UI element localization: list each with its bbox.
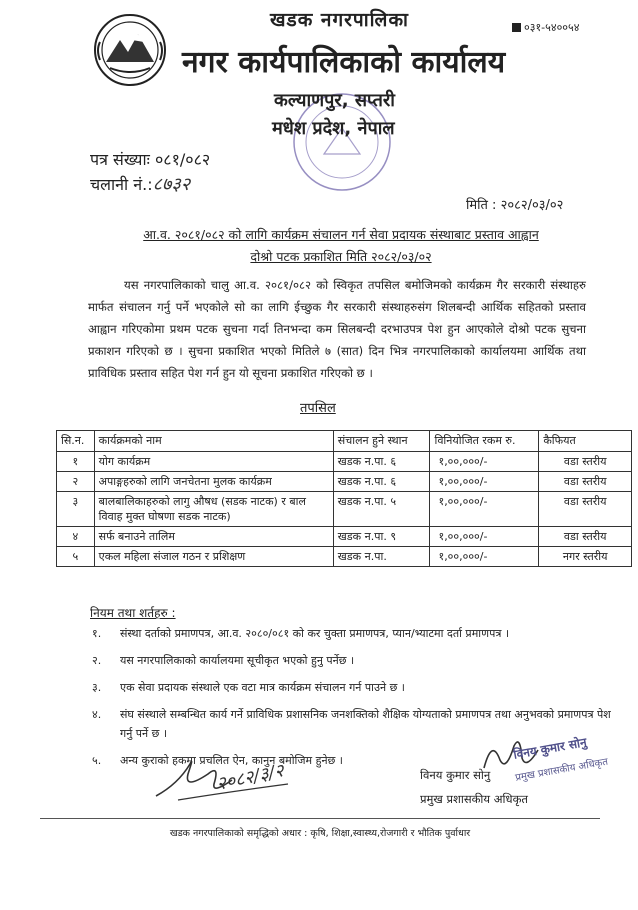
- rule-number: ४.: [92, 708, 102, 721]
- phone-number: [512, 20, 579, 35]
- column-header-place: संचालन हुने स्थान: [333, 431, 430, 452]
- svg-text:२०८२/३/२: २०८२/३/२: [214, 760, 286, 795]
- cell-sn: १: [57, 452, 95, 472]
- reference-number: [90, 148, 210, 170]
- column-header-amount: विनियोजित रकम रु.: [430, 431, 539, 452]
- rule-text: संघ संस्थाले सम्बन्धित कार्य गर्ने प्राविधिक प्रशासनिक जनशक्तिको शैक्षिक योग्यताको प्रमाणपत्र तथा अनुभवको प्रमाणपत्र पेश गर्नु पर्ने छ ।: [120, 708, 611, 740]
- cell-name: योग कार्यक्रम: [94, 452, 333, 472]
- table-row: [57, 472, 632, 492]
- footer-text: खडक नगरपालिकाको समृद्धिको अधार : कृषि, शिक्षा,स्वास्थ्य,रोजगारी र भौतिक पुर्वाधार: [169, 828, 471, 839]
- cell-sn: ३: [57, 492, 95, 527]
- cell-name: सर्फ बनाउने तालिम: [94, 527, 333, 547]
- reference-value: ०८१/०८२: [154, 150, 211, 169]
- cell-remarks: वडा स्तरीय: [539, 527, 632, 547]
- office-title: नगर कार्यपालिकाको कार्यालय: [182, 45, 506, 80]
- cell-place: खडक न.पा. ९: [333, 527, 430, 547]
- cell-amount: १,००,०००/-: [430, 452, 539, 472]
- reference-label: पत्र संख्याः: [90, 150, 150, 169]
- date-value: २०८२/०३/०२: [500, 198, 564, 213]
- rule-number: २.: [92, 654, 102, 667]
- cell-amount: १,००,०००/-: [430, 492, 539, 527]
- table-header-row: [57, 431, 632, 452]
- table-row: [57, 527, 632, 547]
- list-item: [92, 678, 624, 697]
- rule-number: ३.: [92, 681, 102, 694]
- dispatch-number: [90, 172, 190, 196]
- cell-amount: १,००,०००/-: [430, 472, 539, 492]
- cell-remarks: वडा स्तरीय: [539, 452, 632, 472]
- cell-name: अपाङ्गहरुको लागि जनचेतना मुलक कार्यक्रम: [94, 472, 333, 492]
- signatory-designation: प्रमुख प्रशासकीय अधिकृत: [420, 792, 528, 806]
- cell-sn: ५: [57, 547, 95, 567]
- cell-place: खडक न.पा. ६: [333, 472, 430, 492]
- nepal-emblem-icon: [92, 12, 168, 88]
- stamp-name: विनय कुमार सोनु: [512, 735, 588, 762]
- cell-name: एकल महिला संजाल गठन र प्रशिक्षण: [94, 547, 333, 567]
- rule-number: १.: [92, 627, 102, 640]
- cell-amount: १,००,०००/-: [430, 547, 539, 567]
- signatory-name: विनय कुमार सोनु: [420, 768, 491, 782]
- date-label: मिति :: [466, 198, 497, 213]
- cell-remarks: वडा स्तरीय: [539, 492, 632, 527]
- column-header-sn: सि.न.: [57, 431, 95, 452]
- table-row: [57, 547, 632, 567]
- notice-subtitle: दोश्रो पटक प्रकाशित मिति २०८२/०३/०२: [250, 249, 432, 264]
- column-header-name: कार्यक्रमको नाम: [94, 431, 333, 452]
- rule-text: एक सेवा प्रदायक संस्थाले एक वटा मात्र कार्यक्रम संचालन गर्न पाउने छ ।: [120, 681, 405, 694]
- municipality-name: खडक नगरपालिका: [270, 9, 409, 31]
- address-line-1: कल्याणपुर, सप्तरी: [274, 90, 395, 111]
- column-header-remarks: कैफियत: [539, 431, 632, 452]
- list-item: [92, 651, 624, 670]
- handwritten-signature-icon: [148, 744, 298, 808]
- cell-remarks: वडा स्तरीय: [539, 472, 632, 492]
- phone-icon: [512, 23, 521, 32]
- cell-remarks: नगर स्तरीय: [539, 547, 632, 567]
- rules-title: नियम तथा शर्तहरु :: [90, 606, 176, 620]
- address-line-2: मधेश प्रदेश, नेपाल: [272, 118, 395, 139]
- cell-sn: ४: [57, 527, 95, 547]
- program-table: [56, 430, 632, 567]
- rule-number: ५.: [92, 754, 102, 767]
- phone-value: ०३१-५४००५४: [524, 21, 580, 34]
- dispatch-value: ८७३२: [152, 174, 191, 195]
- table-heading: तपसिल: [300, 401, 336, 416]
- letter-date: [466, 195, 563, 213]
- rule-text: अन्य कुराको हकमा प्रचलित ऐन, कानुन बमोजिम हुनेछ ।: [120, 754, 343, 767]
- rule-text: यस नगरपालिकाको कार्यालयमा सूचीकृत भएको हुनु पर्नेछ ।: [120, 654, 355, 667]
- notice-body: यस नगरपालिकाको चालु आ.व. २०८१/०८२ को स्विकृत तपसिल बमोजिमको कार्यक्रम गैर सरकारी संस्थाहरु मार्फत संचालन गर्नु पर्ने भएकोले सो का लागि ईच्छुक गैर सरकारी संस्थाहरुसंग शिलबन्दी आर्थिक सहितको प्रस्ताव आह्वान गरिएकोमा प्रथम पटक सुचना गर्दा तिनभन्दा कम सिलबन्दी दरभाउपत्र पेश हुन आएकोले दोश्रो पटक सुचना प्रकाशन गरिएको छ । सुचना प्रकाशित भएको मितिले ७ (सात) दिन भित्र नगरपालिकाको कार्यालयमा आर्थिक तथा प्राविधिक प्रस्ताव सहित पेश गर्न हुन यो सूचना प्रकाशित गरिएको छ ।: [88, 278, 586, 380]
- table-row: [57, 492, 632, 527]
- cell-place: खडक न.पा. ५: [333, 492, 430, 527]
- cell-sn: २: [57, 472, 95, 492]
- dispatch-label: चलानी नं.:: [90, 175, 153, 194]
- cell-place: खडक न.पा.: [333, 547, 430, 567]
- cell-place: खडक न.पा. ६: [333, 452, 430, 472]
- footer-divider: [40, 818, 600, 819]
- notice-title: आ.व. २०८१/०८२ को लागि कार्यक्रम संचालन गर्न सेवा प्रदायक संस्थाबाट प्रस्ताव आह्वान: [143, 227, 539, 242]
- list-item: [92, 624, 624, 643]
- cell-name: बालबालिकाहरुको लागु औषध (सडक नाटक) र बाल विवाह मुक्त घोषणा सडक नाटक): [94, 492, 333, 527]
- rule-text: संस्था दर्ताको प्रमाणपत्र, आ.व. २०८०/०८१ को कर चुक्ता प्रमाणपत्र, प्यान/भ्याटमा दर्ता प्रमाणपत्र ।: [120, 627, 510, 640]
- stamp-designation: प्रमुख प्रशासकीय अधिकृत: [514, 756, 609, 784]
- table-row: [57, 452, 632, 472]
- cell-amount: १,००,०००/-: [430, 527, 539, 547]
